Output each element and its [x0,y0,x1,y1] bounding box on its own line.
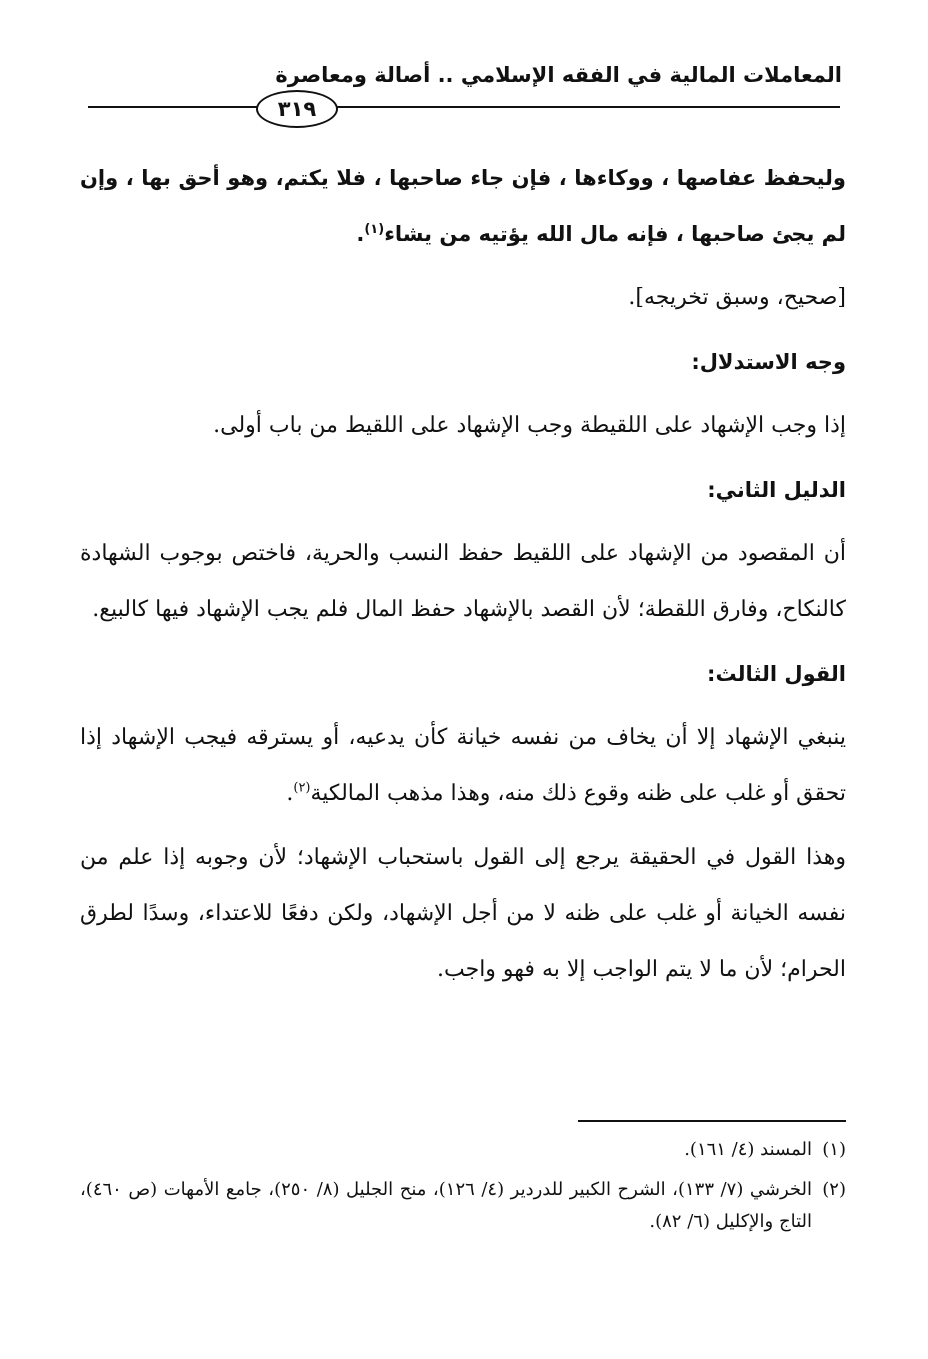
footnote-item [80,1134,846,1166]
third-opinion-paragraph [80,710,846,822]
third-opinion-end-mark: . [286,781,294,806]
footnotes [80,1134,846,1246]
hadith-text: وليحفظ عفاصها ، ووكاءها ، فإن جاء صاحبها ، فلا يكتم، وهو أحق بها ، وإن لم يجئ صاحبها ، فإنه مال الله يؤتيه من يشاء [80,166,846,246]
footnote-separator [578,1120,846,1122]
second-evidence-paragraph: أن المقصود من الإشهاد على اللقيط حفظ النسب والحرية، فاختص بوجوب الشهادة كالنكاح، وفارق اللقطة؛ لأن القصد بالإشهاد حفظ المال فلم يجب الإشهاد فيها كالبيع. [80,541,846,622]
hadith-end-mark: . [356,222,365,246]
grading-note: [صحيح، وسبق تخريجه]. [628,285,846,310]
footnote-text: الخرشي (٧/ ١٣٣)، الشرح الكبير للدردير (٤/ ١٢٦)، منح الجليل (٨/ ٢٥٠)، جامع الأمهات (ص ٤٦٠)، التاج والإكليل (٦/ ٨٢). [80,1179,813,1232]
header-rule [88,106,840,108]
section-heading-inference: وجه الاستدلال: [691,350,846,374]
footnote-ref-2: (٢) [293,780,311,796]
footnote-item [80,1174,846,1238]
section-heading-third-opinion: القول الثالث: [707,662,846,686]
closing-paragraph: وهذا القول في الحقيقة يرجع إلى القول باستحباب الإشهاد؛ لأن وجوبه إذا علم من نفسه الخيانة أو غلب على ظنه لا من أجل الإشهاد، ولكن دفعًا للاعتداء، وسدًا لطرق الحرام؛ لأن ما لا يتم الواجب إلا به فهو واجب. [80,845,846,982]
footnote-number: (٢) [822,1179,846,1200]
footnote-text: المسند (٤/ ١٦١). [684,1139,812,1160]
hadith-paragraph [80,150,846,262]
third-opinion-text: ينبغي الإشهاد إلا أن يخاف من نفسه خيانة كأن يدعيه، أو يسترقه فيجب الإشهاد إذا تحقق أو غلب على ظنه وقوع ذلك منه، وهذا مذهب المالكية [80,725,846,806]
footnote-ref-1: (١) [364,222,385,237]
page-number-badge: ٣١٩ [256,90,338,128]
main-text [80,150,846,1006]
running-header-title: المعاملات المالية في الفقه الإسلامي .. أصالة ومعاصرة [275,63,842,87]
section-heading-second-evidence: الدليل الثاني: [707,478,846,502]
inference-paragraph: إذا وجب الإشهاد على اللقيطة وجب الإشهاد على اللقيط من باب أولى. [213,413,846,438]
footnote-number: (١) [822,1139,846,1160]
